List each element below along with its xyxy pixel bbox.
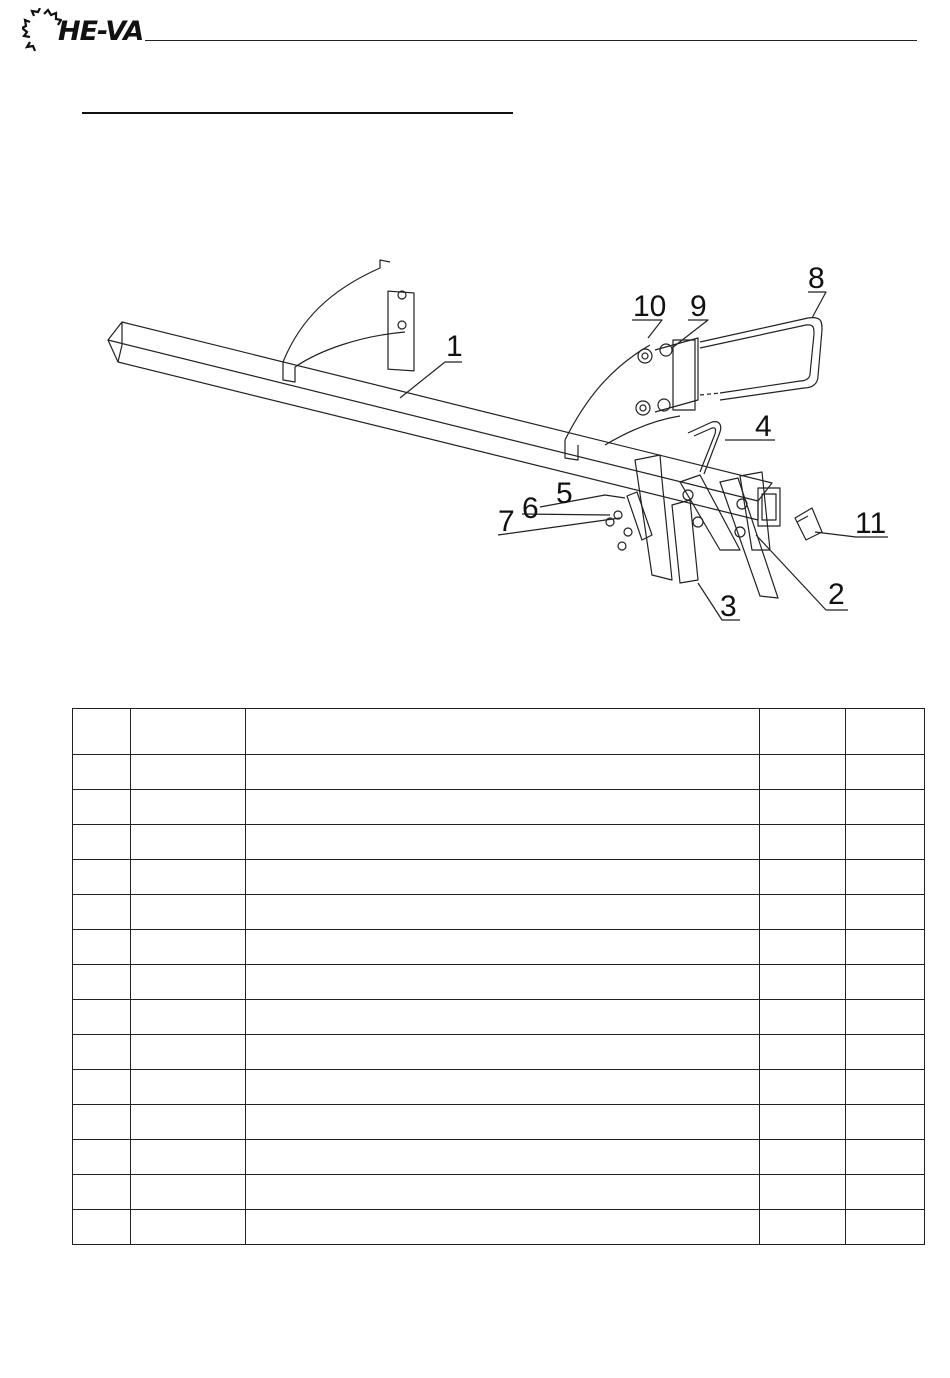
table-cell xyxy=(131,1070,246,1105)
callout-8: 8 xyxy=(808,262,825,295)
table-cell xyxy=(73,860,131,895)
title-underline xyxy=(82,112,513,114)
table-cell xyxy=(131,930,246,965)
table-cell xyxy=(73,1105,131,1140)
table-cell xyxy=(131,825,246,860)
table-cell xyxy=(131,860,246,895)
table-cell xyxy=(131,965,246,1000)
header-cell xyxy=(131,709,246,755)
callout-11: 11 xyxy=(855,507,887,540)
table-row xyxy=(73,930,925,965)
table-cell xyxy=(131,790,246,825)
header-cell xyxy=(846,709,925,755)
table-cell xyxy=(246,1140,760,1175)
table-cell xyxy=(73,1070,131,1105)
table-cell xyxy=(846,755,925,790)
u-bolt-top xyxy=(700,318,822,400)
exploded-view-drawing xyxy=(0,250,950,650)
table-cell xyxy=(131,895,246,930)
table-cell xyxy=(246,965,760,1000)
table-cell xyxy=(131,1140,246,1175)
small-hardware xyxy=(606,492,652,550)
table-cell xyxy=(846,1140,925,1175)
table-cell xyxy=(846,1105,925,1140)
table-cell xyxy=(760,1000,846,1035)
callout-6: 6 xyxy=(522,492,539,525)
parts-table xyxy=(72,708,925,1245)
table-cell xyxy=(131,1035,246,1070)
callout-10: 10 xyxy=(633,290,667,323)
table-cell xyxy=(246,930,760,965)
table-cell xyxy=(73,930,131,965)
tube-end xyxy=(758,488,780,526)
table-cell xyxy=(246,1105,760,1140)
table-cell xyxy=(760,1210,846,1245)
table-cell xyxy=(846,1000,925,1035)
table-cell xyxy=(73,755,131,790)
table-cell xyxy=(760,965,846,1000)
table-row xyxy=(73,1140,925,1175)
callout-2: 2 xyxy=(828,578,845,611)
callout-5: 5 xyxy=(556,477,573,510)
right-arch-bracket xyxy=(565,338,698,460)
table-cell xyxy=(760,790,846,825)
table-row xyxy=(73,825,925,860)
table-cell xyxy=(246,755,760,790)
table-cell xyxy=(246,860,760,895)
table-cell xyxy=(131,755,246,790)
table-cell xyxy=(846,1175,925,1210)
brand-name: HE-VA xyxy=(58,16,144,47)
left-arch-bracket xyxy=(283,260,414,382)
table-cell xyxy=(73,1210,131,1245)
table-cell xyxy=(760,755,846,790)
table-cell xyxy=(760,825,846,860)
table-row xyxy=(73,1035,925,1070)
table-cell xyxy=(73,825,131,860)
table-cell xyxy=(246,1175,760,1210)
table-cell xyxy=(760,860,846,895)
callout-7: 7 xyxy=(498,505,515,538)
table-cell xyxy=(73,1175,131,1210)
table-cell xyxy=(846,965,925,1000)
table-row xyxy=(73,1210,925,1245)
table-cell xyxy=(760,930,846,965)
table-cell xyxy=(73,895,131,930)
gear-icon xyxy=(22,8,62,52)
table-cell xyxy=(846,825,925,860)
callout-1: 1 xyxy=(446,330,463,363)
table-cell xyxy=(846,930,925,965)
table-cell xyxy=(73,1000,131,1035)
table-cell xyxy=(246,1000,760,1035)
table-cell xyxy=(846,860,925,895)
table-cell xyxy=(246,1035,760,1070)
table-row xyxy=(73,1105,925,1140)
table-cell xyxy=(846,790,925,825)
table-cell xyxy=(246,895,760,930)
table-cell xyxy=(131,1105,246,1140)
callout-4: 4 xyxy=(755,410,772,443)
table-cell xyxy=(760,1140,846,1175)
table-cell xyxy=(846,1035,925,1070)
table-row xyxy=(73,1000,925,1035)
table-row xyxy=(73,790,925,825)
table-cell xyxy=(131,1175,246,1210)
table-header-row xyxy=(73,709,925,755)
table-cell xyxy=(760,1175,846,1210)
callout-3: 3 xyxy=(720,590,737,623)
table-row xyxy=(73,965,925,1000)
table-cell xyxy=(73,965,131,1000)
table-cell xyxy=(73,1140,131,1175)
table-cell xyxy=(760,895,846,930)
table-cell xyxy=(760,1105,846,1140)
table-cell xyxy=(846,1070,925,1105)
header-cell xyxy=(760,709,846,755)
brand-logo xyxy=(22,8,152,52)
table-row xyxy=(73,895,925,930)
table-cell xyxy=(246,825,760,860)
table-cell xyxy=(131,1000,246,1035)
callout-9: 9 xyxy=(690,290,707,323)
table-cell xyxy=(246,790,760,825)
table-cell xyxy=(846,895,925,930)
table-cell xyxy=(846,1210,925,1245)
table-row xyxy=(73,1175,925,1210)
table-cell xyxy=(760,1070,846,1105)
table-row xyxy=(73,1070,925,1105)
end-cap xyxy=(795,508,822,540)
table-cell xyxy=(73,790,131,825)
table-cell xyxy=(760,1035,846,1070)
leader-lines xyxy=(400,292,888,620)
table-row xyxy=(73,755,925,790)
header-cell xyxy=(73,709,131,755)
table-cell xyxy=(246,1210,760,1245)
header-cell xyxy=(246,709,760,755)
table-cell xyxy=(246,1070,760,1105)
table-cell xyxy=(131,1210,246,1245)
table-row xyxy=(73,860,925,895)
table-cell xyxy=(73,1035,131,1070)
header-divider xyxy=(145,40,917,41)
